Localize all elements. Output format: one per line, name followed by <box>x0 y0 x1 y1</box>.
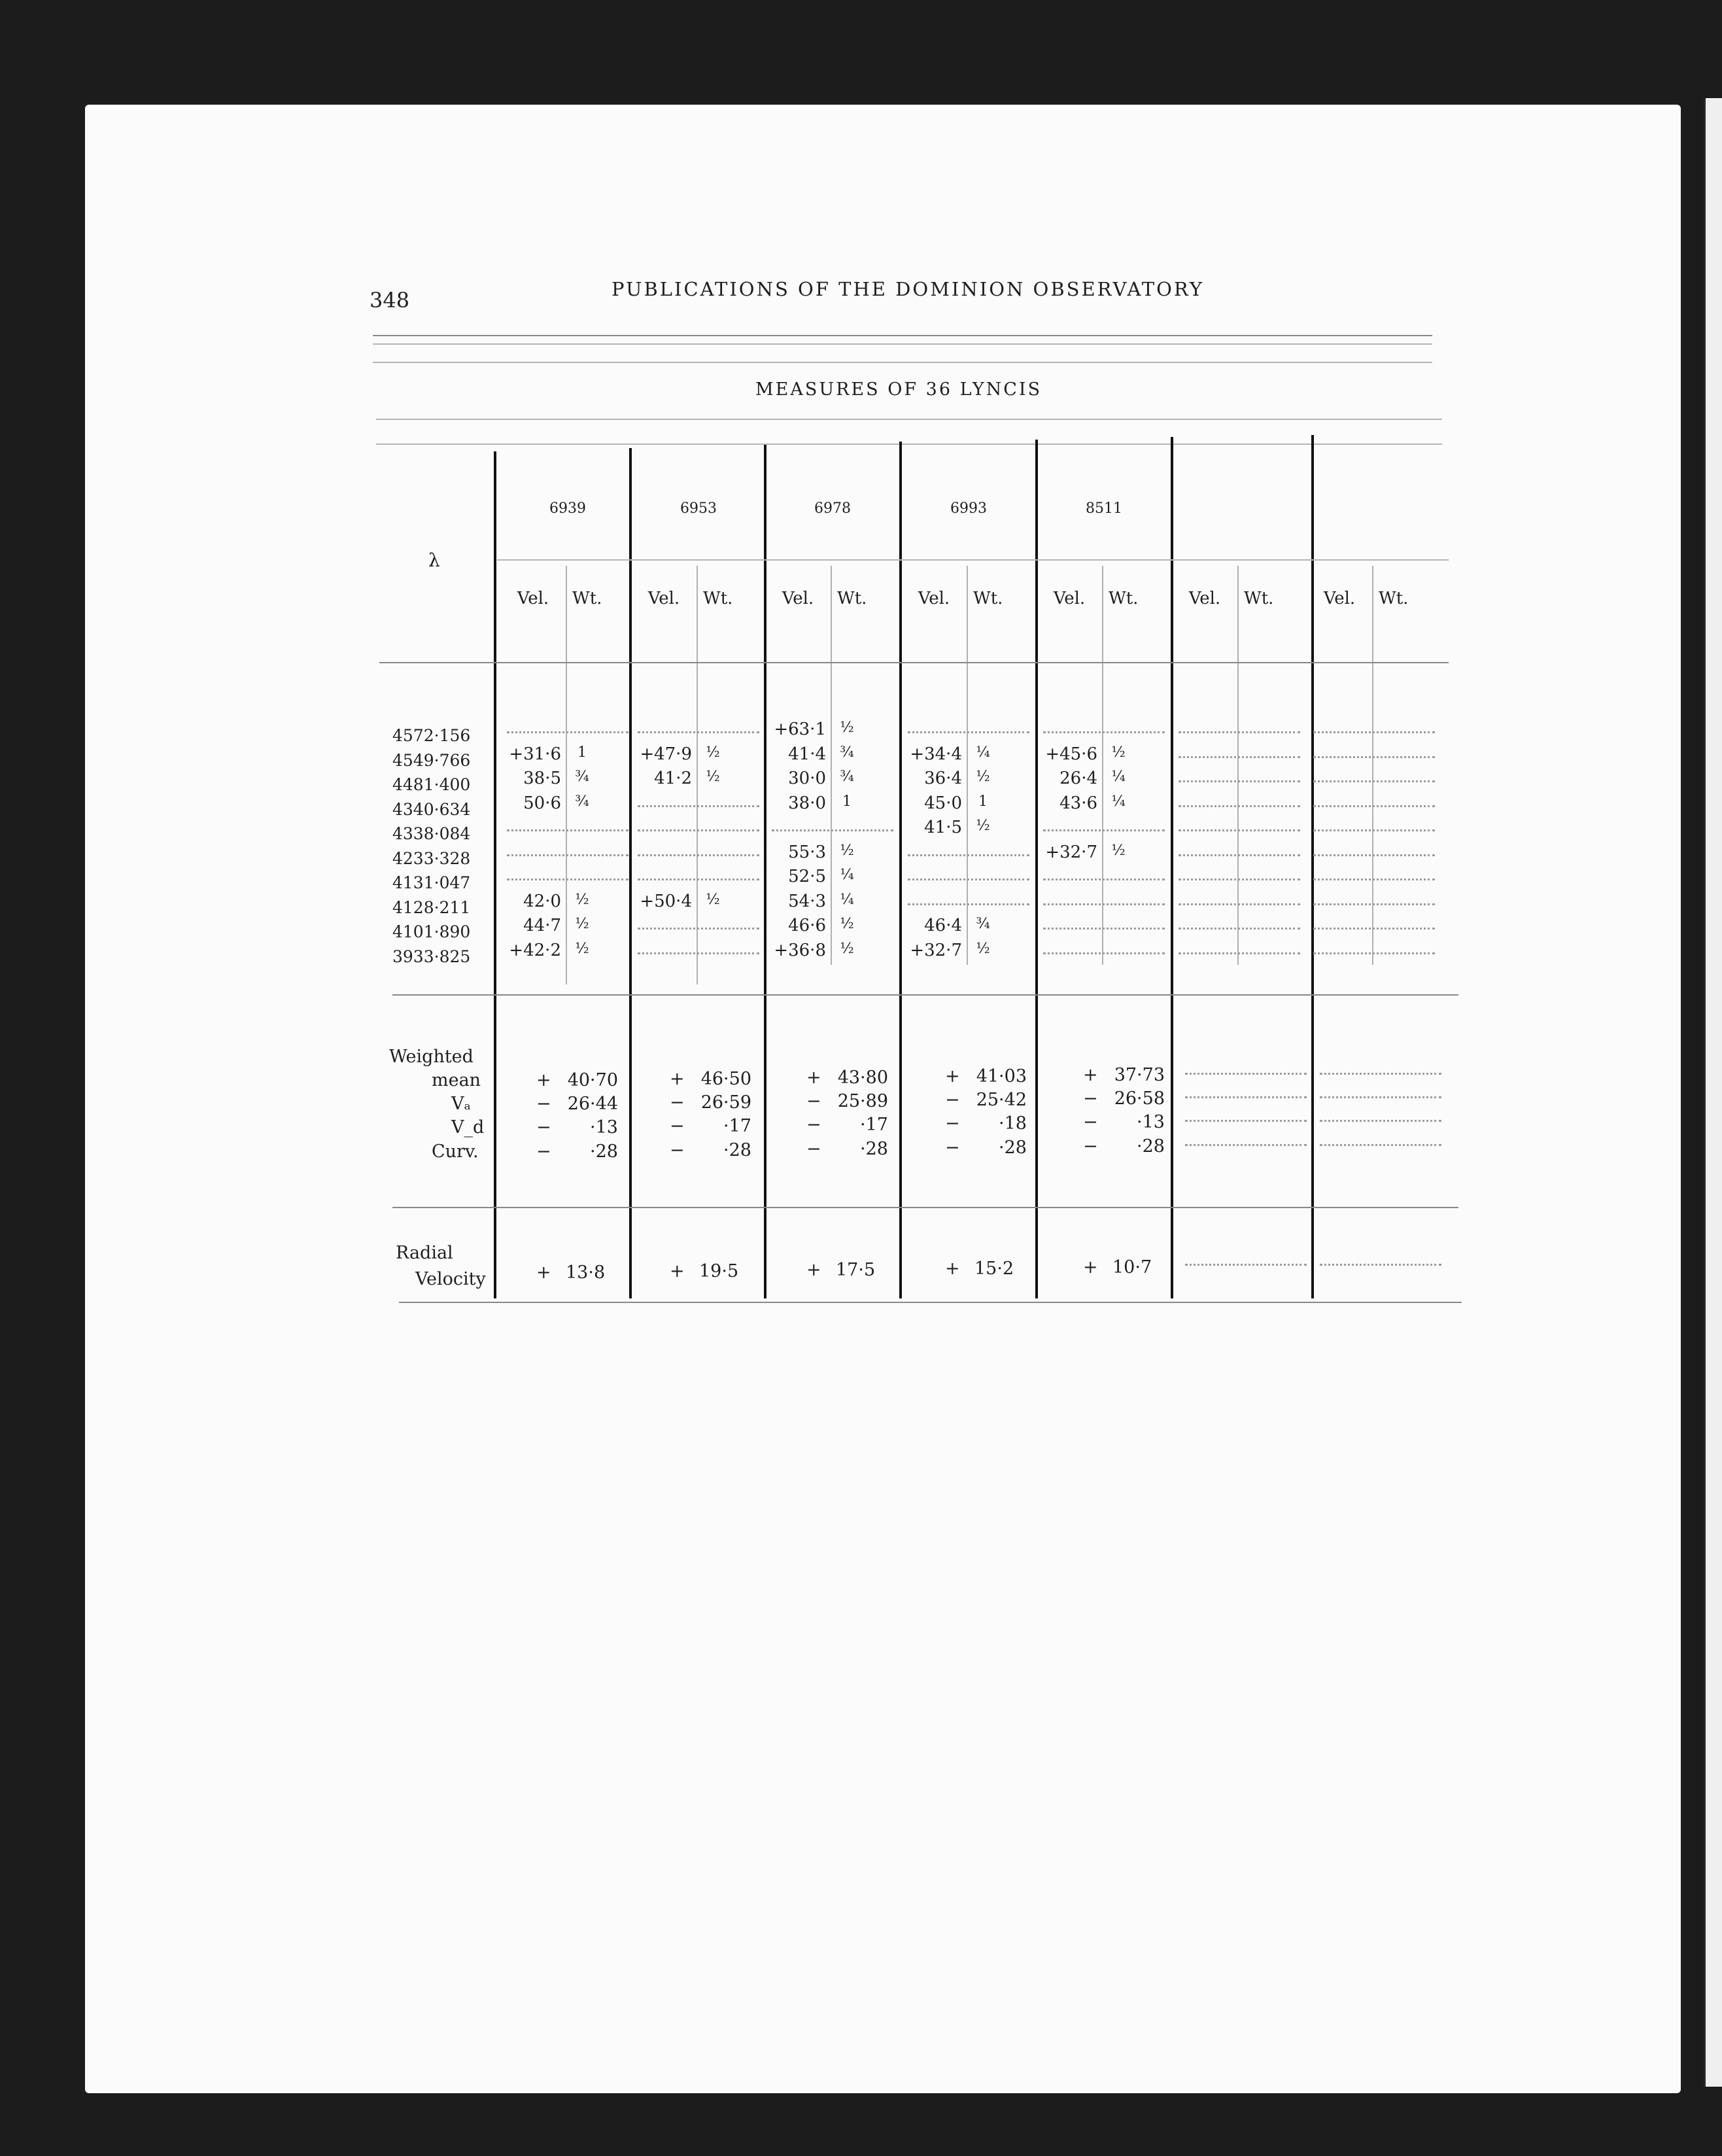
summary-sign: − <box>806 1139 821 1159</box>
velocity-value: 36·4 <box>924 769 962 788</box>
vel-wt-divider <box>831 566 832 965</box>
summary-sign: − <box>670 1092 685 1113</box>
head-rule-3 <box>373 362 1432 363</box>
weight-value: ½ <box>706 891 720 908</box>
velocity-value: +50·4 <box>640 891 692 911</box>
empty-rv-leader <box>1185 1264 1307 1266</box>
summary-value: ·13 <box>1137 1112 1165 1132</box>
weight-value: ½ <box>976 769 990 785</box>
weight-value: 1 <box>842 793 852 810</box>
summary-sign: − <box>1083 1088 1098 1109</box>
summary-sign: + <box>670 1069 685 1089</box>
empty-cell-leader <box>1179 928 1300 930</box>
velocity-value: +47·9 <box>640 744 692 764</box>
vel-header: Vel. <box>1053 589 1086 608</box>
vel-header: Vel. <box>918 589 950 608</box>
summary-sign: − <box>945 1090 960 1110</box>
empty-summary-leader <box>1185 1144 1307 1146</box>
wavelength: 4481·400 <box>392 775 471 794</box>
vel-wt-divider <box>566 566 567 984</box>
weight-value: ¼ <box>840 867 854 883</box>
empty-summary-leader <box>1185 1096 1307 1098</box>
plate-number-6953: 6953 <box>680 500 717 517</box>
weight-value: ½ <box>840 916 854 932</box>
velocity-value: +32·7 <box>910 940 962 960</box>
radial-velocity-sign: + <box>536 1262 551 1283</box>
empty-cell-leader <box>1179 829 1300 831</box>
vel-wt-divider <box>1102 566 1103 965</box>
empty-cell-leader <box>1313 928 1435 930</box>
empty-cell-leader <box>1043 731 1165 733</box>
vel-header: Vel. <box>1323 589 1356 608</box>
empty-cell-leader <box>1043 829 1165 831</box>
weight-value: ¼ <box>840 891 854 908</box>
summary-value: ·28 <box>860 1139 888 1159</box>
empty-cell-leader <box>1043 903 1165 905</box>
weight-value: ½ <box>575 916 589 932</box>
velocity-value: +32·7 <box>1045 842 1097 862</box>
empty-cell-leader <box>638 805 759 807</box>
velocity-value: 50·6 <box>523 793 561 813</box>
summary-value: ·17 <box>723 1116 751 1136</box>
wavelength: 4131·047 <box>392 873 471 892</box>
weight-value: ½ <box>840 720 854 736</box>
empty-cell-leader <box>1179 805 1300 807</box>
weight-value: ¼ <box>1111 769 1126 785</box>
title-rule-2 <box>376 443 1442 445</box>
lambda-header: λ <box>428 549 440 571</box>
empty-cell-leader <box>1313 829 1435 831</box>
empty-cell-leader <box>507 829 629 831</box>
radial-velocity-sign: + <box>1083 1257 1098 1278</box>
running-head: PUBLICATIONS OF THE DOMINION OBSERVATORY <box>611 278 1205 300</box>
summary-sign: − <box>536 1141 551 1162</box>
summary-value: ·28 <box>590 1141 618 1162</box>
wt-header: Wt. <box>1109 589 1139 608</box>
velocity-value: +31·6 <box>509 744 561 764</box>
curv-label: Curv. <box>432 1141 479 1162</box>
velocity-label: Velocity <box>415 1269 486 1289</box>
table-title: MEASURES OF 36 LYNCIS <box>755 379 1042 400</box>
summary-value: 37·73 <box>1114 1065 1165 1085</box>
weight-value: ¾ <box>840 769 854 785</box>
summary-sign: − <box>536 1094 551 1114</box>
title-rule-1 <box>376 419 1442 420</box>
empty-cell-leader <box>507 878 629 880</box>
velocity-value: 42·0 <box>523 891 561 911</box>
plate-number-6993: 6993 <box>950 500 987 517</box>
radial-velocity-value: 17·5 <box>836 1260 876 1280</box>
summary-sign: − <box>806 1091 821 1111</box>
wavelength: 4338·084 <box>392 824 471 843</box>
empty-rv-leader <box>1320 1264 1441 1266</box>
wt-header: Wt. <box>572 589 602 608</box>
velocity-value: 41·4 <box>788 744 826 764</box>
empty-cell-leader <box>1179 952 1300 954</box>
head-rule-2 <box>373 343 1432 345</box>
weight-value: ¾ <box>575 769 589 785</box>
summary-sign: − <box>806 1115 821 1135</box>
empty-cell-leader <box>507 854 629 856</box>
empty-cell-leader <box>1043 952 1165 954</box>
empty-cell-leader <box>1179 731 1300 733</box>
weight-value: ¾ <box>840 744 854 761</box>
velocity-value: +34·4 <box>910 744 962 764</box>
weight-value: ½ <box>840 842 854 859</box>
vel-header: Vel. <box>647 589 680 608</box>
wt-header: Wt. <box>703 589 733 608</box>
wt-header: Wt. <box>837 589 867 608</box>
summary-sign: + <box>536 1070 551 1090</box>
velocity-value: +42·2 <box>509 940 561 960</box>
subheader-rule <box>379 662 1449 663</box>
mean-label: mean <box>432 1070 481 1090</box>
vel-wt-divider <box>1372 566 1373 965</box>
weight-value: ½ <box>575 891 589 908</box>
weight-value: ½ <box>840 940 854 957</box>
empty-cell-leader <box>908 903 1029 905</box>
summary-value: 26·44 <box>567 1094 618 1114</box>
weight-value: ¼ <box>976 744 990 761</box>
empty-cell-leader <box>908 854 1029 856</box>
velocity-value: 52·5 <box>788 867 826 886</box>
column-rule <box>494 451 496 1298</box>
summary-value: ·28 <box>723 1140 751 1160</box>
facing-page-edge <box>1704 98 1722 2087</box>
summary-sign: − <box>1083 1136 1098 1156</box>
column-rule <box>1311 435 1314 1298</box>
empty-cell-leader <box>638 854 759 856</box>
empty-cell-leader <box>638 878 759 880</box>
weight-value: ½ <box>976 818 990 834</box>
summary-value: 26·58 <box>1114 1088 1165 1109</box>
vel-wt-divider <box>1237 566 1239 965</box>
empty-cell-leader <box>1179 756 1300 758</box>
velocity-value: 45·0 <box>924 793 962 813</box>
velocity-value: 41·5 <box>924 818 962 837</box>
column-rule <box>899 442 902 1298</box>
summary-sign: + <box>1083 1065 1098 1085</box>
empty-cell-leader <box>638 928 759 930</box>
wt-header: Wt. <box>1244 589 1274 608</box>
vd-label: V_d <box>451 1117 485 1138</box>
empty-cell-leader <box>638 952 759 954</box>
empty-cell-leader <box>638 731 759 733</box>
velocity-value: 46·4 <box>924 916 962 935</box>
empty-summary-leader <box>1320 1073 1441 1075</box>
empty-cell-leader <box>507 731 629 733</box>
summary-sign: + <box>806 1068 821 1088</box>
velocity-value: +36·8 <box>774 940 826 960</box>
summary-bottom-rule <box>392 1207 1458 1208</box>
wavelength: 4128·211 <box>392 897 471 917</box>
head-rule-1 <box>373 335 1432 336</box>
empty-summary-leader <box>1185 1073 1307 1075</box>
summary-sign: + <box>945 1066 960 1087</box>
wavelength: 4340·634 <box>392 799 471 819</box>
table-bottom-rule <box>399 1302 1462 1303</box>
weight-value: ½ <box>1111 842 1126 859</box>
weight-value: ½ <box>706 744 720 761</box>
summary-value: 26·59 <box>700 1092 751 1113</box>
wt-header: Wt. <box>1379 589 1409 608</box>
empty-summary-leader <box>1320 1144 1441 1146</box>
plate-rule <box>497 559 1449 561</box>
weight-value: ¼ <box>1111 793 1126 810</box>
va-label: Vₐ <box>451 1094 471 1114</box>
wavelength: 4549·766 <box>392 750 471 770</box>
empty-cell-leader <box>1313 878 1435 880</box>
summary-value: 41·03 <box>976 1066 1027 1087</box>
weight-value: ½ <box>1111 744 1126 761</box>
empty-summary-leader <box>1320 1096 1441 1098</box>
summary-value: 40·70 <box>567 1070 618 1090</box>
wavelength: 4233·328 <box>392 848 471 868</box>
summary-value: 25·42 <box>976 1090 1027 1110</box>
column-rule <box>629 448 632 1298</box>
empty-cell-leader <box>1313 805 1435 807</box>
radial-velocity-value: 13·8 <box>566 1262 606 1283</box>
empty-cell-leader <box>908 878 1029 880</box>
empty-cell-leader <box>772 829 893 831</box>
empty-summary-leader <box>1185 1120 1307 1122</box>
velocity-value: 38·0 <box>788 793 826 813</box>
summary-value: ·28 <box>999 1138 1027 1158</box>
weight-value: ¾ <box>575 793 589 810</box>
wavelength: 4101·890 <box>392 922 471 941</box>
summary-sign: − <box>945 1138 960 1158</box>
empty-cell-leader <box>638 829 759 831</box>
velocity-value: 38·5 <box>523 769 561 788</box>
wavelength: 4572·156 <box>392 726 471 745</box>
weight-value: ¾ <box>976 916 990 932</box>
radial-velocity-sign: + <box>945 1259 960 1279</box>
summary-value: ·17 <box>860 1115 888 1135</box>
empty-cell-leader <box>1179 903 1300 905</box>
radial-velocity-value: 15·2 <box>974 1259 1014 1279</box>
empty-cell-leader <box>1043 878 1165 880</box>
empty-cell-leader <box>908 731 1029 733</box>
summary-value: ·18 <box>999 1113 1027 1134</box>
empty-cell-leader <box>1313 903 1435 905</box>
summary-sign: − <box>670 1116 685 1136</box>
empty-cell-leader <box>1313 952 1435 954</box>
radial-velocity-sign: + <box>670 1261 685 1281</box>
wt-header: Wt. <box>973 589 1003 608</box>
page-number: 348 <box>370 288 410 313</box>
summary-sign: − <box>945 1113 960 1134</box>
empty-cell-leader <box>1313 854 1435 856</box>
measures-bottom-rule <box>392 994 1458 996</box>
velocity-value: +63·1 <box>774 720 826 739</box>
weight-value: 1 <box>978 793 988 810</box>
plate-number-8511: 8511 <box>1086 500 1122 517</box>
empty-cell-leader <box>1179 780 1300 782</box>
weight-value: 1 <box>577 744 587 761</box>
velocity-value: 44·7 <box>523 916 561 935</box>
summary-sign: − <box>1083 1112 1098 1132</box>
summary-value: ·13 <box>590 1117 618 1138</box>
empty-cell-leader <box>1179 878 1300 880</box>
summary-value: 25·89 <box>837 1091 888 1111</box>
summary-value: ·28 <box>1137 1136 1165 1156</box>
velocity-value: +45·6 <box>1045 744 1097 764</box>
wavelength: 3933·825 <box>392 947 471 966</box>
velocity-value: 43·6 <box>1059 793 1097 813</box>
radial-label: Radial <box>396 1243 453 1263</box>
summary-sign: − <box>536 1117 551 1138</box>
velocity-value: 41·2 <box>654 769 692 788</box>
summary-sign: − <box>670 1140 685 1160</box>
vel-wt-divider <box>967 566 968 965</box>
column-rule <box>1035 440 1038 1298</box>
empty-cell-leader <box>1043 928 1165 930</box>
weighted-label: Weighted <box>389 1047 474 1067</box>
velocity-value: 46·6 <box>788 916 826 935</box>
summary-value: 43·80 <box>837 1068 888 1088</box>
plate-number-6939: 6939 <box>549 500 586 517</box>
velocity-value: 26·4 <box>1059 769 1097 788</box>
velocity-value: 54·3 <box>788 891 826 911</box>
empty-cell-leader <box>1313 756 1435 758</box>
radial-velocity-value: 10·7 <box>1112 1257 1152 1278</box>
vel-header: Vel. <box>1188 589 1221 608</box>
column-rule <box>1171 437 1173 1298</box>
radial-velocity-sign: + <box>806 1260 821 1280</box>
empty-cell-leader <box>1313 731 1435 733</box>
weight-value: ½ <box>976 940 990 957</box>
empty-cell-leader <box>1179 854 1300 856</box>
summary-value: 46·50 <box>700 1069 751 1089</box>
vel-header: Vel. <box>782 589 814 608</box>
radial-velocity-value: 19·5 <box>699 1261 739 1281</box>
plate-number-6978: 6978 <box>814 500 851 517</box>
weight-value: ½ <box>706 769 720 785</box>
weight-value: ½ <box>575 940 589 957</box>
empty-cell-leader <box>1313 780 1435 782</box>
velocity-value: 55·3 <box>788 842 826 862</box>
vel-header: Vel. <box>517 589 549 608</box>
velocity-value: 30·0 <box>788 769 826 788</box>
vel-wt-divider <box>697 566 698 984</box>
empty-summary-leader <box>1320 1120 1441 1122</box>
